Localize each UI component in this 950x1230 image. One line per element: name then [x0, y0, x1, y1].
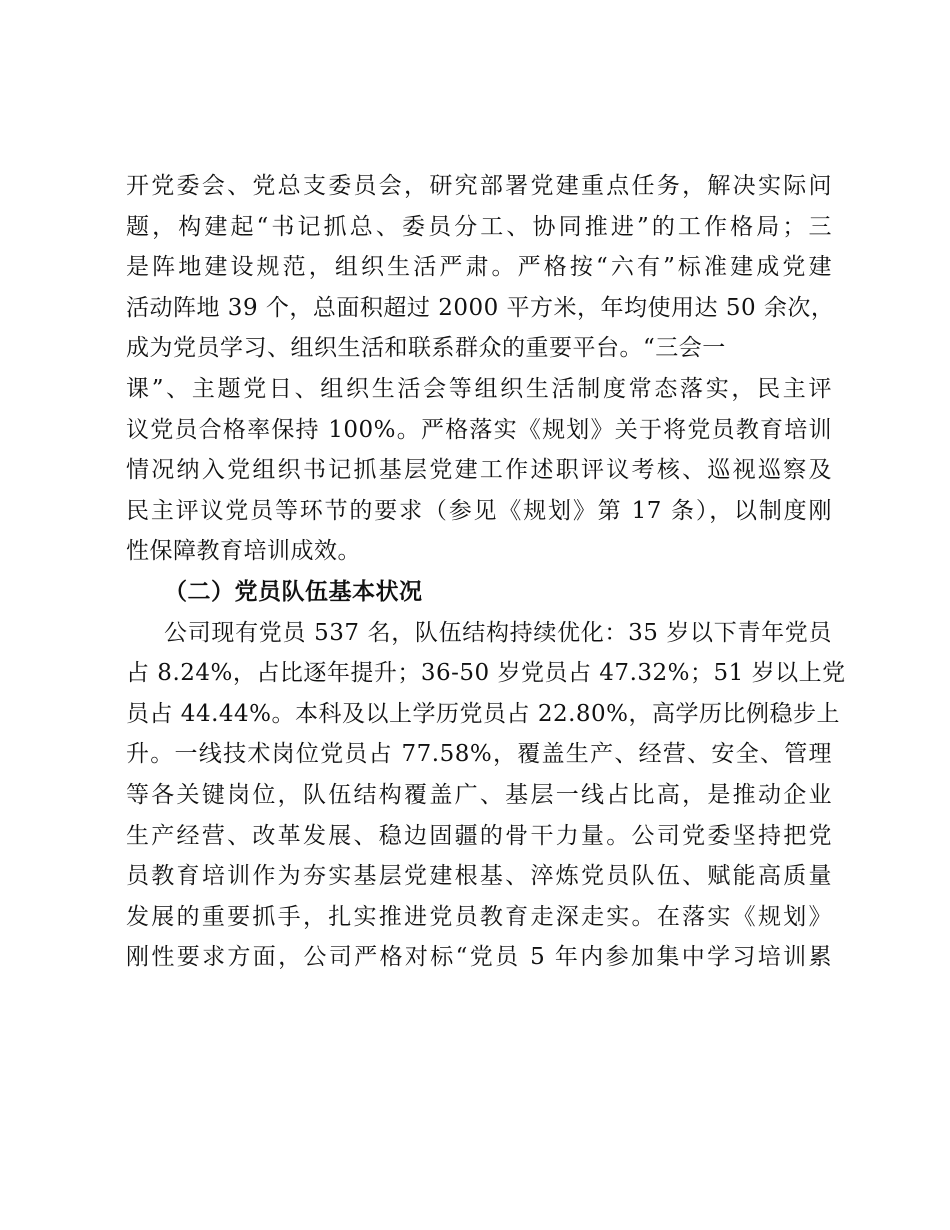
text-line: 升。一线技术岗位党员占 77.58%，覆盖生产、经营、安全、管理 — [126, 741, 832, 768]
text-line: 课”、主题党日、组织生活会等组织生活制度常态落实，民主评 — [126, 375, 832, 402]
text-line: 民主评议党员等环节的要求（参见《规划》第 17 条），以制度刚 — [126, 497, 832, 524]
text-line: 情况纳入党组织书记抓基层党建工作述职评议考核、巡视巡察及 — [126, 457, 832, 484]
text-line: 占 8.24%，占比逐年提升；36-50 岁党员占 47.32%；51 岁以上党 — [126, 660, 846, 687]
text-line: 性保障教育培训成效。 — [126, 538, 361, 565]
text-line: 题，构建起“书记抓总、委员分工、协同推进”的工作格局；三 — [126, 213, 832, 240]
text-line: 刚性要求方面，公司严格对标“党员 5 年内参加集中学习培训累 — [126, 944, 832, 971]
section-heading: （二）党员队伍基本状况 — [164, 577, 423, 605]
text-line: 等各关键岗位，队伍结构覆盖广、基层一线占比高，是推动企业 — [126, 781, 832, 808]
text-line: 活动阵地 39 个，总面积超过 2000 平方米，年均使用达 50 余次， — [126, 294, 835, 321]
text-line: 员教育培训作为夯实基层党建根基、淬炼党员队伍、赋能高质量 — [126, 863, 832, 890]
text-line: 是阵地建设规范，组织生活严肃。严格按“六有”标准建成党建 — [126, 254, 832, 281]
text-line: 生产经营、改革发展、稳边固疆的骨干力量。公司党委坚持把党 — [126, 822, 832, 849]
paragraph-continued — [126, 166, 835, 572]
text-line: 开党委会、党总支委员会，研究部署党建重点任务，解决实际问 — [126, 173, 832, 199]
text-line: 发展的重要抓手，扎实推进党员教育走深走实。在落实《规划》 — [126, 903, 832, 930]
document-page — [126, 166, 846, 978]
paragraph-party-members — [126, 613, 846, 978]
text-line: 议党员合格率保持 100%。严格落实《规划》关于将党员教育培训 — [126, 416, 832, 443]
text-line: 员占 44.44%。本科及以上学历党员占 22.80%，高学历比例稳步上 — [126, 700, 841, 727]
text-line: 公司现有党员 537 名，队伍结构持续优化：35 岁以下青年党员 — [164, 619, 832, 646]
text-line: 成为党员学习、组织生活和联系群众的重要平台。“三会一 — [126, 335, 726, 362]
